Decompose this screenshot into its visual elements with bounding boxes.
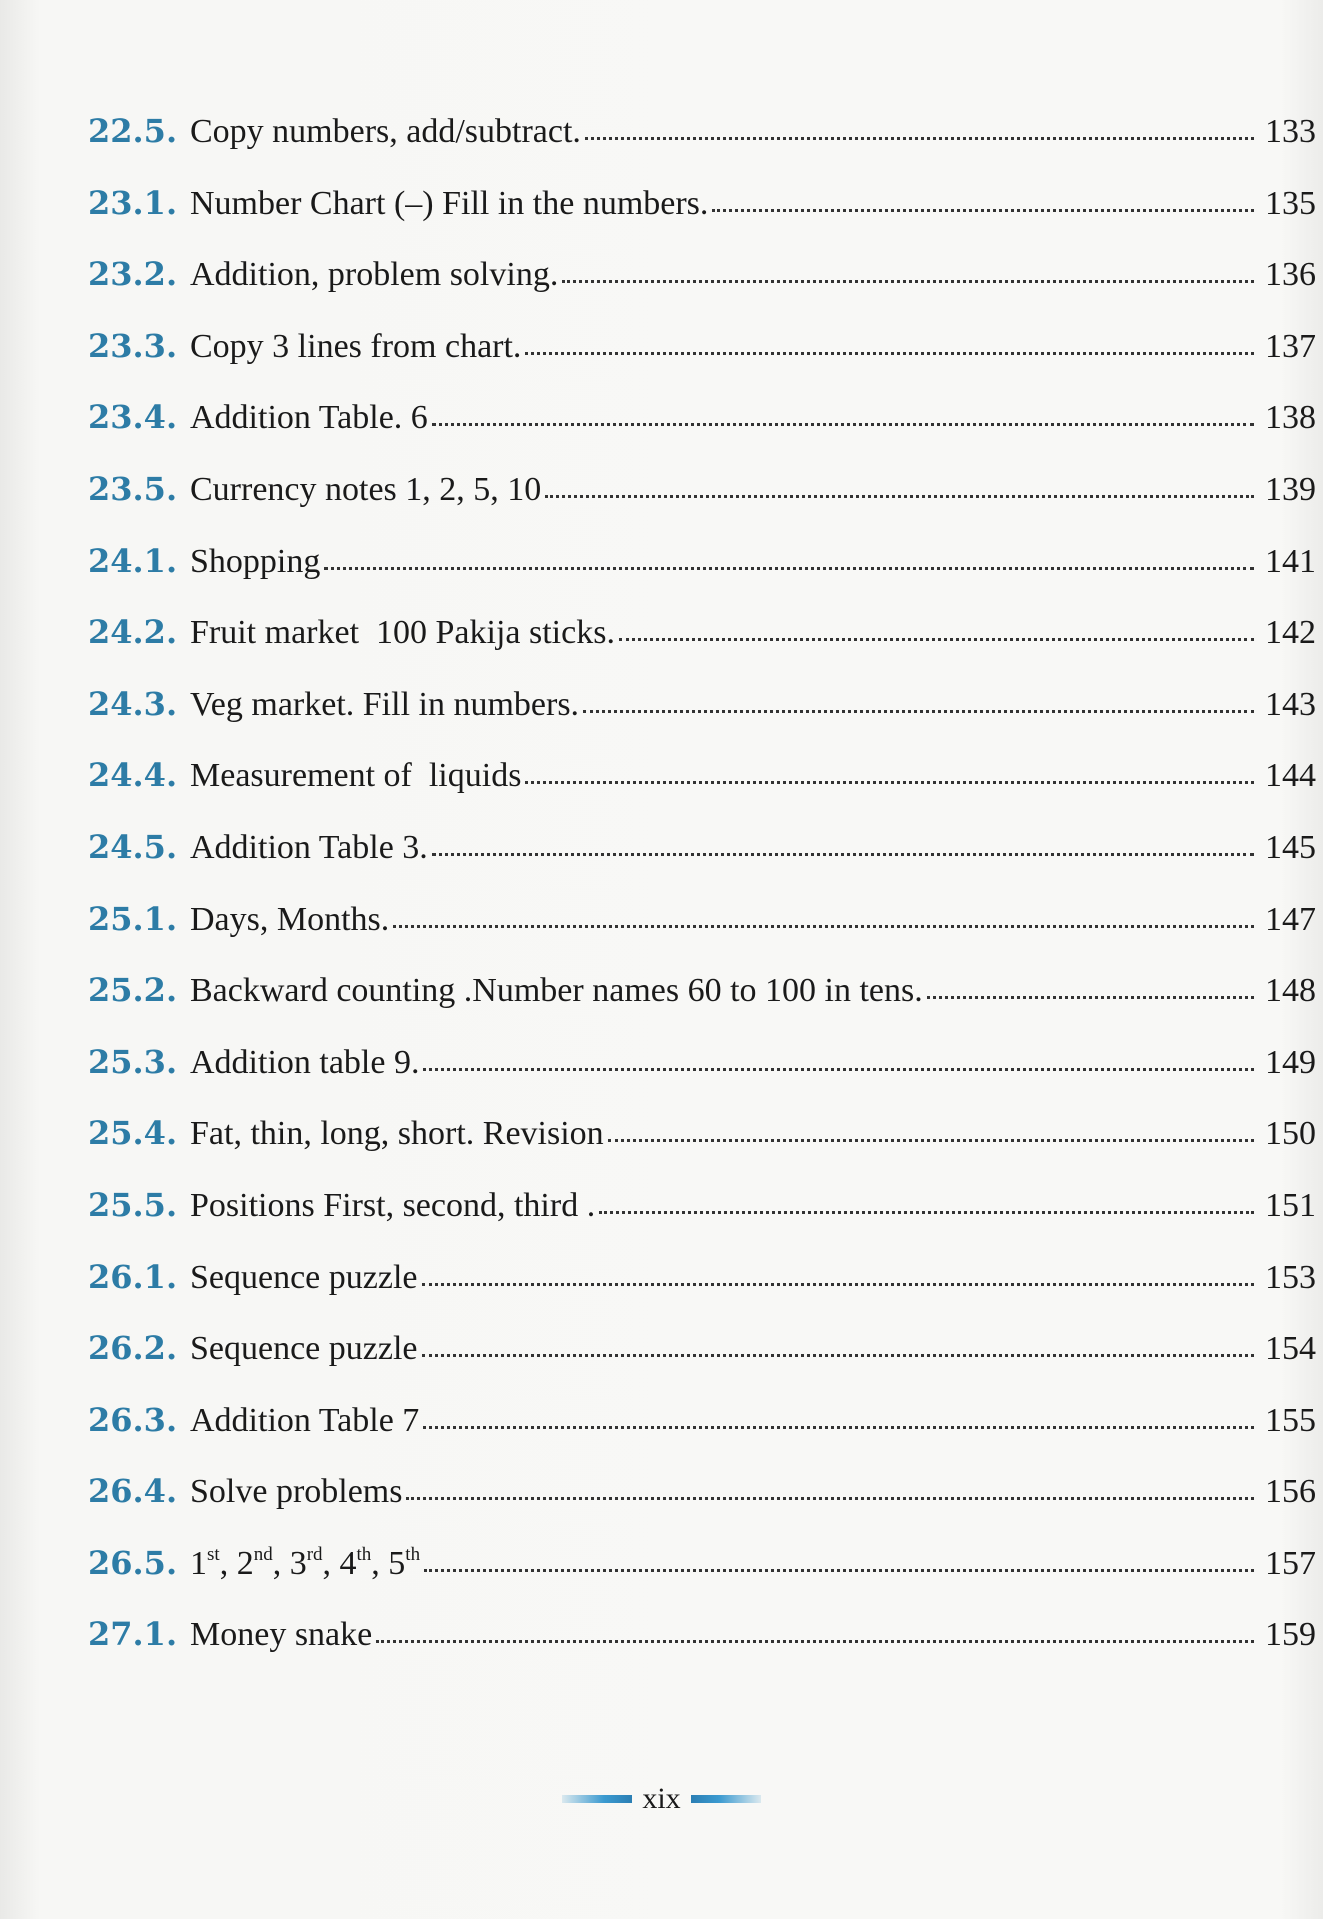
toc-entry <box>88 184 1316 256</box>
toc-entry <box>88 828 1316 900</box>
dot-leader <box>619 638 1254 641</box>
toc-entry-number: 24.1. <box>88 541 178 580</box>
toc-entry <box>88 1114 1316 1186</box>
toc-entry-page: 142 <box>1265 614 1316 652</box>
toc-entry-page: 155 <box>1265 1401 1316 1439</box>
toc-entry-page: 144 <box>1265 757 1316 795</box>
page-number: xix <box>642 1782 681 1815</box>
toc-entry-page: 137 <box>1265 327 1316 365</box>
dot-leader <box>608 1139 1254 1142</box>
ordinal-suffix: rd <box>306 1543 323 1565</box>
toc-entry-page: 138 <box>1265 399 1316 437</box>
ordinal-suffix: th <box>356 1543 372 1565</box>
toc-entry <box>88 1544 1316 1616</box>
toc-entry-page: 154 <box>1265 1330 1316 1368</box>
toc-entry-title: Fruit market 100 Pakija sticks. <box>190 614 615 652</box>
toc-entry-title: Addition Table 3. <box>190 828 428 866</box>
toc-entry <box>88 470 1316 542</box>
toc-entry-page: 133 <box>1265 113 1316 150</box>
toc-entry-title: Copy numbers, add/subtract. <box>190 113 581 150</box>
toc-entry <box>88 685 1316 757</box>
toc-entry-number: 26.3. <box>88 1400 178 1439</box>
ordinal-suffix: th <box>405 1543 421 1565</box>
table-of-contents <box>88 112 1316 1687</box>
toc-entry-page: 150 <box>1265 1115 1316 1153</box>
dot-leader <box>599 1211 1254 1214</box>
toc-entry-title: Addition Table. 6 <box>190 399 428 437</box>
toc-entry-number: 25.3. <box>88 1042 178 1081</box>
toc-entry-number: 27.1. <box>88 1615 178 1654</box>
toc-entry-page: 151 <box>1265 1186 1316 1224</box>
toc-entry-title: Copy 3 lines from chart. <box>190 327 522 365</box>
dot-leader <box>583 710 1254 713</box>
toc-entry-title <box>190 1545 420 1583</box>
toc-entry <box>88 756 1316 828</box>
dot-leader <box>545 495 1254 498</box>
toc-entry-title: Measurement of liquids <box>190 757 522 795</box>
toc-entry <box>88 1615 1316 1687</box>
toc-entry-number: 24.5. <box>88 827 178 866</box>
toc-entry-number: 26.4. <box>88 1472 178 1511</box>
toc-entry <box>88 1472 1316 1544</box>
dot-leader <box>927 996 1254 999</box>
toc-entry-title: Addition Table 7 <box>190 1401 420 1439</box>
toc-entry-number: 25.5. <box>88 1185 178 1224</box>
dot-leader <box>423 1068 1254 1071</box>
toc-entry <box>88 112 1316 184</box>
toc-entry-title: Backward counting .Number names 60 to 100 in tens. <box>190 972 923 1010</box>
dot-leader <box>422 1354 1255 1357</box>
footer-ornament-right <box>691 1795 761 1803</box>
toc-entry-number: 24.2. <box>88 613 178 652</box>
toc-entry-number: 25.2. <box>88 971 178 1010</box>
toc-entry-number: 24.3. <box>88 684 178 723</box>
ordinal-suffix: nd <box>253 1543 273 1565</box>
toc-entry-title: Fat, thin, long, short. Revision <box>190 1115 604 1153</box>
toc-entry <box>88 900 1316 972</box>
dot-leader <box>525 352 1254 355</box>
ordinal-suffix: st <box>207 1543 220 1565</box>
toc-entry-number: 25.4. <box>88 1114 178 1153</box>
toc-entry-number: 23.5. <box>88 469 178 508</box>
toc-entry-number: 24.4. <box>88 756 178 795</box>
ordinal-2: , 2 <box>219 1544 254 1582</box>
toc-entry-page: 139 <box>1265 470 1316 508</box>
toc-entry <box>88 1186 1316 1258</box>
toc-entry <box>88 542 1316 614</box>
toc-entry-page: 135 <box>1265 184 1316 222</box>
toc-entry-title: Addition table 9. <box>190 1043 420 1081</box>
toc-entry-number: 26.5. <box>88 1543 178 1582</box>
toc-entry-page: 141 <box>1265 542 1316 580</box>
toc-entry-title: Sequence puzzle <box>190 1258 418 1296</box>
toc-entry-title: Currency notes 1, 2, 5, 10 <box>190 470 542 508</box>
footer-ornament-left <box>562 1795 632 1803</box>
dot-leader <box>376 1640 1254 1643</box>
toc-entry-page: 159 <box>1265 1616 1316 1654</box>
dot-leader <box>324 567 1254 570</box>
toc-entry <box>88 1043 1316 1115</box>
dot-leader <box>525 781 1254 784</box>
toc-entry <box>88 971 1316 1043</box>
toc-entry-number: 26.2. <box>88 1329 178 1368</box>
toc-entry-title: Number Chart (–) Fill in the numbers. <box>190 184 709 222</box>
toc-entry-title: Positions First, second, third . <box>190 1186 596 1224</box>
toc-entry-number: 22.5. <box>88 112 178 150</box>
toc-entry <box>88 1258 1316 1330</box>
dot-leader <box>432 423 1254 426</box>
toc-entry-title: Veg market. Fill in numbers. <box>190 685 580 723</box>
toc-entry-page: 145 <box>1265 828 1316 866</box>
toc-entry-number: 23.4. <box>88 398 178 437</box>
dot-leader <box>393 925 1254 928</box>
page-footer <box>0 1782 1323 1816</box>
toc-entry <box>88 613 1316 685</box>
toc-entry <box>88 1401 1316 1473</box>
toc-entry-title: Sequence puzzle <box>190 1330 418 1368</box>
dot-leader <box>432 853 1254 856</box>
ordinal-4: , 4 <box>322 1544 357 1582</box>
toc-entry-page: 148 <box>1265 972 1316 1010</box>
toc-entry-page: 153 <box>1265 1258 1316 1296</box>
toc-entry-title: Addition, problem solving. <box>190 256 559 294</box>
toc-entry-title: Shopping <box>190 542 321 580</box>
toc-entry-page: 156 <box>1265 1473 1316 1511</box>
dot-leader <box>423 1426 1254 1429</box>
toc-entry <box>88 1329 1316 1401</box>
toc-entry <box>88 398 1316 470</box>
dot-leader <box>422 1283 1255 1286</box>
toc-entry-page: 157 <box>1265 1544 1316 1582</box>
toc-entry-page: 143 <box>1265 685 1316 723</box>
toc-entry <box>88 255 1316 327</box>
toc-entry-page: 149 <box>1265 1043 1316 1081</box>
toc-entry-page: 147 <box>1265 900 1316 938</box>
ordinal-3: , 3 <box>272 1544 307 1582</box>
toc-entry-title: Solve problems <box>190 1473 403 1511</box>
dot-leader <box>712 209 1254 212</box>
toc-entry-number: 26.1. <box>88 1257 178 1296</box>
ordinal-1: 1 <box>190 1544 207 1582</box>
dot-leader <box>406 1497 1254 1500</box>
dot-leader <box>562 280 1254 283</box>
dot-leader <box>424 1569 1254 1572</box>
toc-entry-number: 23.3. <box>88 326 178 365</box>
dot-leader <box>585 137 1254 140</box>
toc-entry <box>88 327 1316 399</box>
toc-entry-number: 25.1. <box>88 899 178 938</box>
toc-entry-page: 136 <box>1265 256 1316 294</box>
ordinal-5: , 5 <box>371 1544 406 1582</box>
toc-entry-title: Money snake <box>190 1616 373 1654</box>
toc-entry-title: Days, Months. <box>190 900 390 938</box>
toc-entry-number: 23.2. <box>88 255 178 294</box>
toc-entry-number: 23.1. <box>88 183 178 222</box>
